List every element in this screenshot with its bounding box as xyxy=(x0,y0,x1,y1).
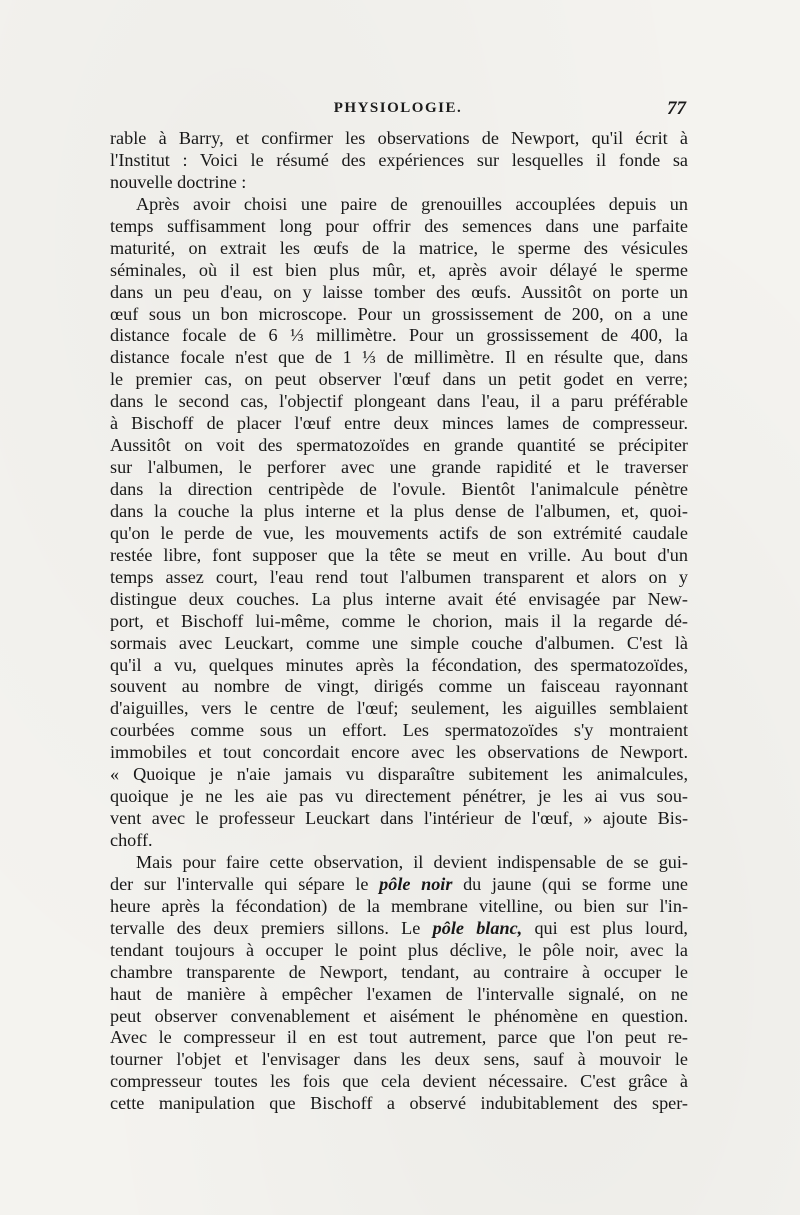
text-line: quoique je ne les aie pas vu directement pénétrer, je les ai vus sou- xyxy=(110,786,688,807)
body-text xyxy=(110,128,688,1115)
text-line: immobiles et tout concordait encore avec les observations de Newport. xyxy=(110,742,688,763)
text-line: à Bischoff de placer l'œuf entre deux minces lames de compresseur. xyxy=(110,413,688,434)
text-line: distingue deux couches. La plus interne avait été envisagée par New- xyxy=(110,588,688,609)
text-line: restée libre, font supposer que la tête se meut en vrille. Au bout d'un xyxy=(110,544,688,565)
text-line: Après avoir choisi une paire de grenouilles accouplées depuis un xyxy=(136,193,688,214)
text-line: rable à Barry, et confirmer les observations de Newport, qu'il écrit à xyxy=(110,128,688,148)
text-line: dans un peu d'eau, on y laisse tomber des œufs. Aussitôt on porte un xyxy=(110,281,688,302)
text-line: Aussitôt on voit des spermatozoïdes en grande quantité se précipiter xyxy=(110,435,688,456)
text-line: compresseur toutes les fois que cela devient nécessaire. C'est grâce à xyxy=(110,1071,688,1092)
text-line: der sur l'intervalle qui sépare le pôle noir du jaune (qui se forme une xyxy=(110,873,688,894)
text-line: séminales, où il est bien plus mûr, et, après avoir délayé le sperme xyxy=(110,259,688,280)
text-line: heure après la fécondation) de la membrane vitelline, ou bien sur l'in- xyxy=(110,895,688,916)
text-line: peut observer convenablement et aisément le phénomène en question. xyxy=(110,1005,688,1026)
text-line: dans la couche la plus interne et la plus dense de l'albumen, et, quoi- xyxy=(110,500,688,521)
text-line: port, et Bischoff lui-même, comme le chorion, mais il la regarde dé- xyxy=(110,610,688,631)
text-line: distance focale de 6 ⅓ millimètre. Pour un grossissement de 400, la xyxy=(110,325,688,346)
text-line: « Quoique je n'aie jamais vu disparaître subitement les animalcules, xyxy=(110,764,688,785)
text-line: sormais avec Leuckart, comme une simple couche d'albumen. C'est là xyxy=(110,632,688,653)
text-line: dans le second cas, l'objectif plongeant dans l'eau, il a paru préférable xyxy=(110,391,688,412)
text-line: courbées comme sous un effort. Les spermatozoïdes s'y montraient xyxy=(110,720,688,741)
text-line: cette manipulation que Bischoff a observé indubitablement des sper- xyxy=(110,1093,688,1114)
text-line: œuf sous un bon microscope. Pour un grossissement de 200, on a une xyxy=(110,303,688,324)
text-line: chambre transparente de Newport, tendant, au contraire à occuper le xyxy=(110,961,688,982)
text-line: qu'il a vu, quelques minutes après la fécondation, des spermatozoïdes, xyxy=(110,654,688,675)
text-line: nouvelle doctrine : xyxy=(110,171,247,192)
text-line: dans la direction centripède de l'ovule. Bientôt l'animalcule pénètre xyxy=(110,479,688,499)
text-line: souvent au nombre de vingt, dirigés comme un faisceau rayonnant xyxy=(110,676,688,697)
text-line: qu'on le perde de vue, les mouvements actifs de son extrémité caudale xyxy=(110,522,688,543)
text-line: le premier cas, on peut observer l'œuf dans un petit godet en verre; xyxy=(110,369,688,390)
text-line: temps suffisamment long pour offrir des semences dans une parfaite xyxy=(110,215,688,236)
text-line: Avec le compresseur il en est tout autrement, parce que l'on peut re- xyxy=(110,1027,688,1048)
page-number: 77 xyxy=(667,98,686,119)
text-line: l'Institut : Voici le résumé des expériences sur lesquelles il fonde sa xyxy=(110,149,688,170)
text-line: Mais pour faire cette observation, il devient indispensable de se gui- xyxy=(136,851,688,872)
text-line: choff. xyxy=(110,830,153,850)
text-line: vent avec le professeur Leuckart dans l'intérieur de l'œuf, » ajoute Bis- xyxy=(110,808,688,829)
text-line: temps assez court, l'eau rend tout l'albumen transparent et alors on y xyxy=(110,566,688,587)
text-line: sur l'albumen, le perforer avec une grande rapidité et le traverser xyxy=(110,457,688,478)
page-header xyxy=(110,100,686,124)
running-head: PHYSIOLOGIE. xyxy=(333,100,463,116)
text-line: tourner l'objet et l'envisager dans les deux sens, sauf à mouvoir le xyxy=(110,1049,688,1070)
text-line: tervalle des deux premiers sillons. Le pôle blanc, qui est plus lourd, xyxy=(110,917,688,938)
text-line: maturité, on extrait les œufs de la matrice, le sperme des vésicules xyxy=(110,237,688,258)
text-line: haut de manière à empêcher l'examen de l'intervalle signalé, on ne xyxy=(110,983,688,1004)
text-line: d'aiguilles, vers le centre de l'œuf; seulement, les aiguilles semblaient xyxy=(110,698,688,719)
text-line: distance focale n'est que de 1 ⅓ de millimètre. Il en résulte que, dans xyxy=(110,347,688,368)
text-line: tendant toujours à occuper le point plus déclive, le pôle noir, avec la xyxy=(110,939,688,960)
